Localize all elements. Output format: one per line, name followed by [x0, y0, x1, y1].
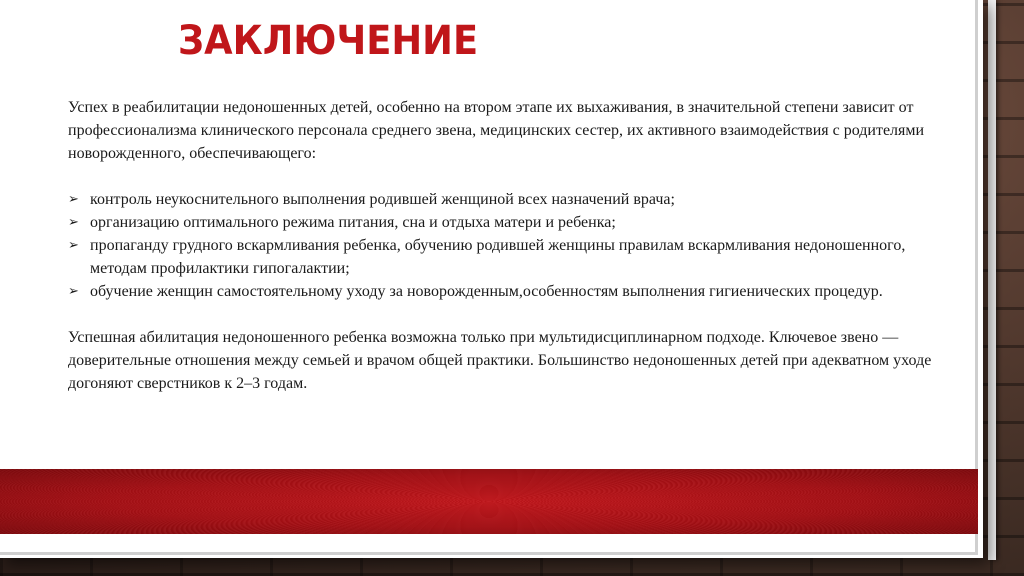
list-item [68, 280, 948, 303]
slide-body [68, 96, 948, 395]
list-item [68, 234, 948, 280]
arrowhead-bullet-icon: ➢ [68, 215, 79, 230]
right-frame-strip [988, 0, 996, 560]
intro-paragraph: Успех в реабилитации недоношенных детей, особенно на втором этапе их выхаживания, в значительной степени зависит от профессионализма клинического персонала среднего звена, медицинских сестер, их активного взаимодействия с родителями новорожденного, обеспечивающего: [68, 99, 925, 162]
conclusion-paragraph: Успешная абилитация недоношенного ребенка возможна только при мультидисциплинарном подходе. Ключевое звено — доверительные отношения между семьей и врачом общей практики. Большинство недоношенных детей при адекватном уходе догоняют сверстников к 2–3 годам. [68, 329, 932, 392]
slide-title: ЗАКЛЮЧЕНИЕ [178, 18, 479, 64]
bullet-text: обучение женщин самостоятельному уходу за новорожденным,особенностям выполнения гигиенических процедур. [90, 283, 883, 300]
bullet-text: организацию оптимального режима питания, сна и отдыха матери и ребенка; [90, 214, 616, 231]
bullet-text: контроль неукоснительного выполнения родившей женщиной всех назначений врача; [90, 191, 675, 208]
list-item [68, 211, 948, 234]
arrowhead-bullet-icon: ➢ [68, 192, 79, 207]
bullet-list [68, 188, 948, 303]
arrowhead-bullet-icon: ➢ [68, 238, 79, 253]
red-decorative-band [0, 469, 978, 534]
arrowhead-bullet-icon: ➢ [68, 284, 79, 299]
list-item [68, 188, 948, 211]
bullet-text: пропаганду грудного вскармливания ребенка, обучению родившей женщины правилам вскармливания недоношенного, методам профилактики гипогалактии; [90, 237, 906, 277]
